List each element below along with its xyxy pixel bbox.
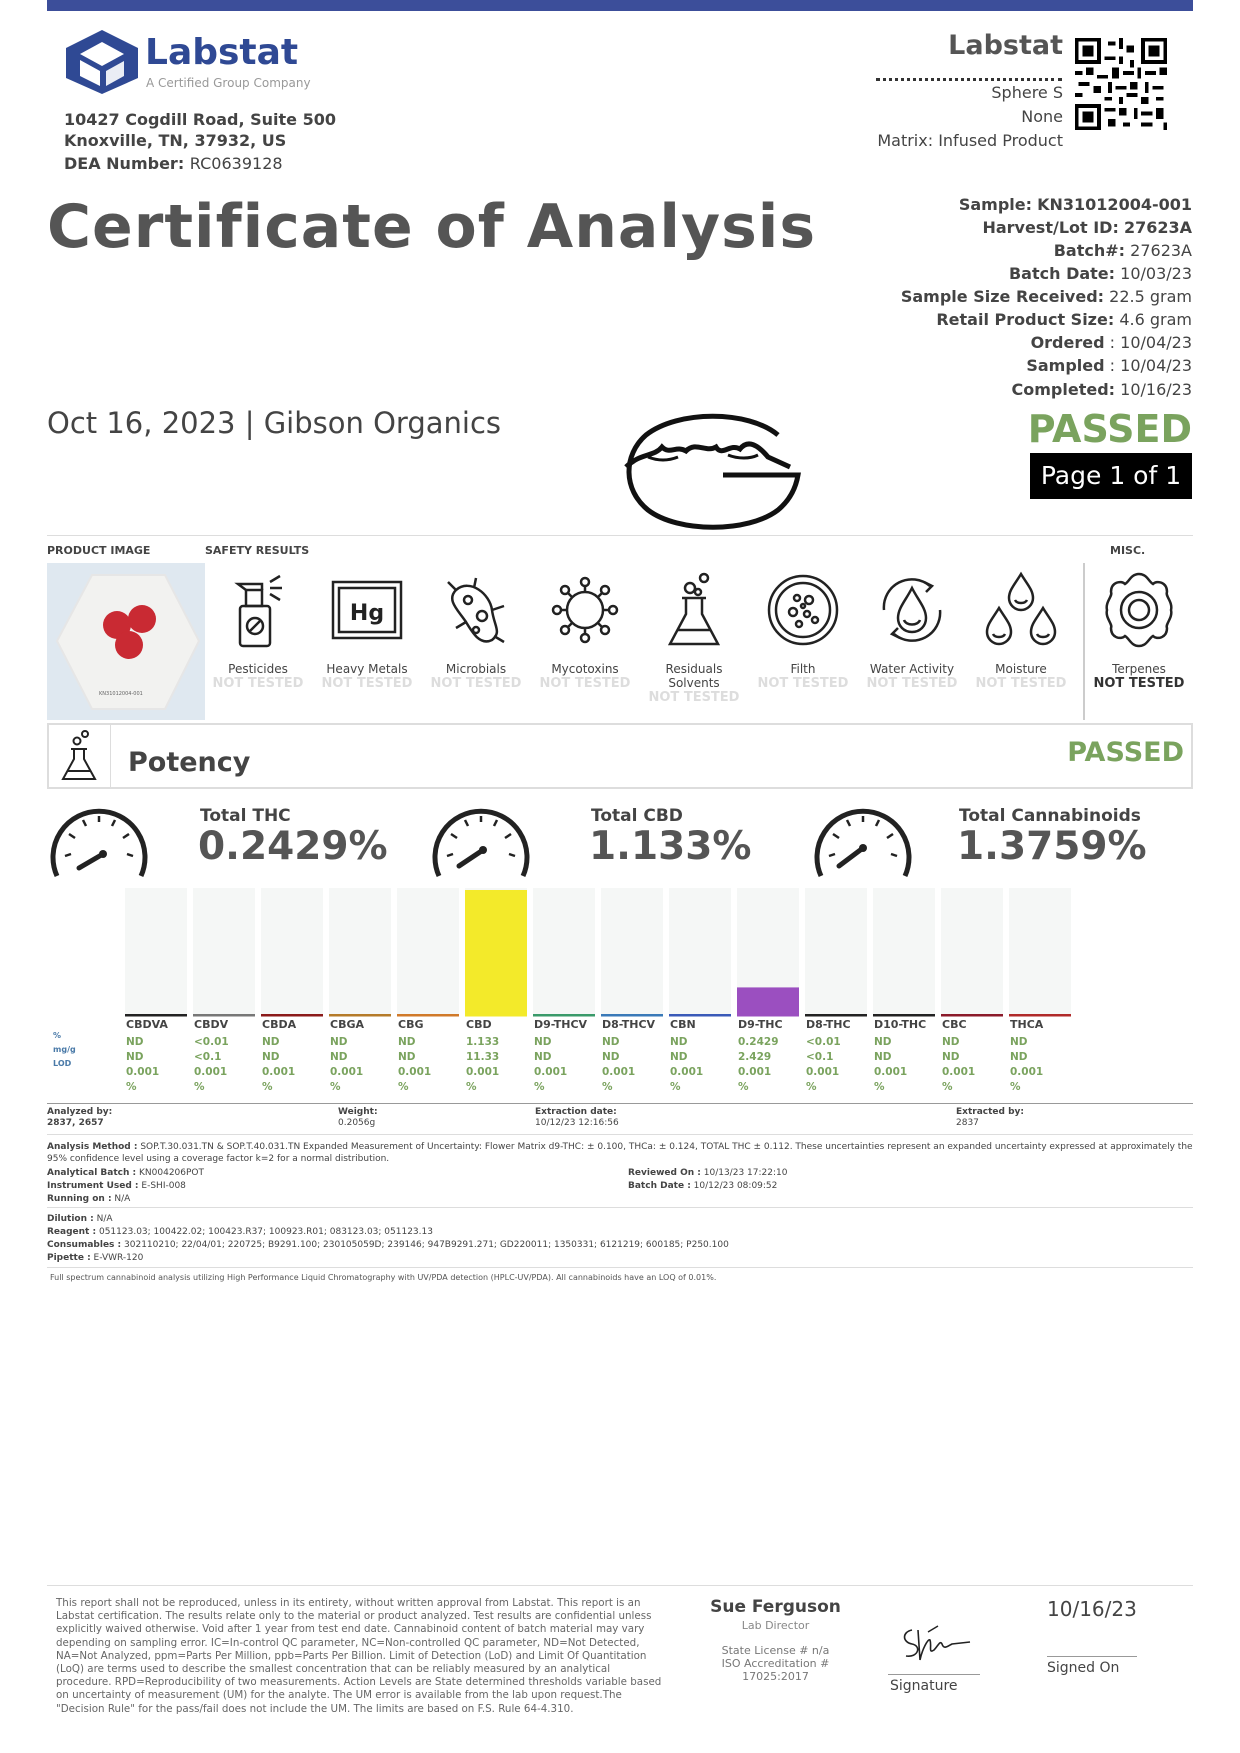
cell-mgg: <0.1 xyxy=(806,1051,834,1063)
weight-label: Weight: xyxy=(338,1107,378,1117)
qr-code-icon[interactable] xyxy=(1075,38,1167,130)
running-value: N/A xyxy=(114,1194,131,1204)
meta-label: Batch#: xyxy=(1053,241,1126,260)
cell-percent: ND xyxy=(262,1036,280,1048)
report-date-client: Oct 16, 2023 | Gibson Organics xyxy=(47,406,502,440)
bar-background xyxy=(125,888,187,1014)
gauge-icon xyxy=(811,804,915,880)
misc-name: Terpenes xyxy=(1112,662,1166,676)
safety-status: NOT TESTED xyxy=(866,676,958,691)
signed-on-label: Signed On xyxy=(1047,1660,1120,1676)
signed-line xyxy=(1047,1656,1137,1657)
bar-background xyxy=(669,888,731,1014)
cell-percent: ND xyxy=(602,1036,620,1048)
consumables-label: Consumables : xyxy=(47,1240,122,1250)
batch-date-label: Batch Date : xyxy=(628,1181,691,1191)
batch-value: KN004206POT xyxy=(139,1168,204,1178)
product-image-label: PRODUCT IMAGE xyxy=(47,544,151,557)
misc-status: NOT TESTED xyxy=(1093,676,1185,691)
analyzed-by-label: Analyzed by: xyxy=(47,1107,113,1117)
cell-unit: % xyxy=(1010,1081,1021,1093)
meta-label: Ordered xyxy=(1030,333,1105,352)
lab-address-line1: 10427 Cogdill Road, Suite 500 xyxy=(64,110,336,129)
cell-unit: % xyxy=(398,1081,409,1093)
safety-status: NOT TESTED xyxy=(648,690,740,705)
cell-mgg: ND xyxy=(534,1051,552,1063)
total-thc-value: 0.2429% xyxy=(198,824,388,869)
pipette-label: Pipette : xyxy=(47,1253,91,1263)
cell-mgg: ND xyxy=(602,1051,620,1063)
cell-lod: 0.001 xyxy=(330,1066,364,1078)
cell-unit: % xyxy=(330,1081,341,1093)
lab-address-line2: Knoxville, TN, 37932, US xyxy=(64,131,287,150)
safety-status: NOT TESTED xyxy=(212,676,304,691)
cell-percent: ND xyxy=(534,1036,552,1048)
extraction-label: Extraction date: xyxy=(535,1107,617,1117)
cell-mgg: ND xyxy=(330,1051,348,1063)
meta-row xyxy=(982,218,1192,237)
flower-icon xyxy=(1099,570,1179,650)
signature-line xyxy=(888,1674,980,1675)
cell-percent: ND xyxy=(874,1036,892,1048)
gauge-icon xyxy=(47,804,151,880)
bar-underline xyxy=(737,1014,799,1017)
reviewed-label: Reviewed On : xyxy=(628,1168,701,1178)
potency-status-badge: PASSED xyxy=(1067,737,1184,768)
category-label: D8-THCV xyxy=(602,1018,656,1031)
category-label: CBDVA xyxy=(126,1018,168,1031)
reagent-info xyxy=(47,1213,1193,1265)
lab-tagline: A Certified Group Company xyxy=(146,76,311,90)
matrix: Matrix: Infused Product xyxy=(877,131,1063,150)
safety-name: Microbials xyxy=(445,662,507,676)
cell-lod: 0.001 xyxy=(874,1066,908,1078)
cell-lod: 0.001 xyxy=(1010,1066,1044,1078)
category-label: CBDV xyxy=(194,1018,229,1031)
weight-value: 0.2056g xyxy=(338,1118,376,1128)
safety-name: Residuals Solvents xyxy=(665,662,723,690)
footer-divider xyxy=(47,1585,1193,1586)
cell-unit: % xyxy=(874,1081,885,1093)
safety-name: Mycotoxins xyxy=(551,662,619,676)
product-label-text: KN31012004-001 xyxy=(99,691,143,697)
cell-mgg: 2.429 xyxy=(738,1051,772,1063)
bacteria-icon xyxy=(436,570,516,650)
cell-unit: % xyxy=(126,1081,137,1093)
cell-mgg: <0.1 xyxy=(194,1051,222,1063)
cell-unit: % xyxy=(806,1081,817,1093)
bar-underline xyxy=(125,1014,187,1017)
analyzed-by-value: 2837, 2657 xyxy=(47,1118,104,1128)
safety-residual-solvents xyxy=(640,570,748,705)
cell-lod: 0.001 xyxy=(194,1066,228,1078)
meta-row xyxy=(1054,241,1192,260)
analysis-note: Full spectrum cannabinoid analysis utilizing High Performance Liquid Chromatography with UV/PDA detection (HPLC-UV/PDA). All cannabinoids have an LOQ of 0.01%. xyxy=(50,1273,717,1282)
section-divider xyxy=(47,535,1193,536)
meta-label: Sample Size Received: xyxy=(900,287,1105,306)
meta-value: 27623A xyxy=(1123,218,1192,237)
meta-row xyxy=(1026,356,1192,375)
cell-unit: % xyxy=(262,1081,273,1093)
signer-name: Sue Ferguson xyxy=(710,1597,841,1617)
misc-terpenes xyxy=(1085,570,1193,691)
meta-row xyxy=(936,310,1192,329)
lab-name: Labstat xyxy=(145,32,299,73)
bar-underline xyxy=(1009,1014,1071,1017)
bar-underline xyxy=(261,1014,323,1017)
cell-lod: 0.001 xyxy=(262,1066,296,1078)
running-label: Running on : xyxy=(47,1194,112,1204)
product-name: Sphere S xyxy=(991,83,1063,102)
category-label: CBC xyxy=(942,1018,967,1031)
safety-status: NOT TESTED xyxy=(321,676,413,691)
cell-lod: 0.001 xyxy=(942,1066,976,1078)
bar-background xyxy=(601,888,663,1014)
meta-label: Batch Date: xyxy=(1008,264,1116,283)
total-cannabinoids-value: 1.3759% xyxy=(957,824,1147,869)
cell-mgg: ND xyxy=(670,1051,688,1063)
bar-underline xyxy=(601,1014,663,1017)
signature-image xyxy=(888,1610,980,1672)
safety-mycotoxins xyxy=(531,570,639,691)
signer-role: Lab Director xyxy=(741,1619,810,1632)
bar-underline xyxy=(193,1014,255,1017)
bar-underline xyxy=(805,1014,867,1017)
cell-unit: % xyxy=(942,1081,953,1093)
instrument-label: Instrument Used : xyxy=(47,1181,139,1191)
bar-background xyxy=(873,888,935,1014)
gauge-icon xyxy=(429,804,533,880)
cell-unit: % xyxy=(466,1081,477,1093)
bar-d9-thc xyxy=(737,987,799,1014)
reagent-label: Reagent : xyxy=(47,1227,97,1237)
reviewed-value: 10/13/23 17:22:10 xyxy=(703,1168,788,1178)
cell-percent: 1.133 xyxy=(466,1036,500,1048)
potency-title: Potency xyxy=(128,747,251,778)
consumables-value: 302110210; 22/04/01; 220725; B9291.100; 230105059D; 239146; 947B9291.271; GD220011; 1350331; 6121219; 600185; P250.100 xyxy=(124,1240,729,1250)
cell-lod: 0.001 xyxy=(126,1066,160,1078)
petri-dish-icon xyxy=(763,570,843,650)
analysis-method xyxy=(47,1141,1193,1165)
instrument-value: E-SHI-008 xyxy=(141,1181,186,1191)
potency-icon-box xyxy=(49,725,111,787)
droplets-icon xyxy=(981,570,1061,650)
cell-lod: 0.001 xyxy=(602,1066,636,1078)
details-divider xyxy=(47,1267,1193,1268)
table-divider xyxy=(47,1103,1193,1104)
meta-label: Sample: xyxy=(958,195,1033,214)
details-divider xyxy=(47,1134,1193,1135)
iso-accreditation: ISO Accreditation # 17025:2017 xyxy=(721,1657,830,1683)
strain-name: None xyxy=(1021,107,1063,126)
safety-moisture xyxy=(967,570,1075,691)
overall-status-badge: PASSED xyxy=(1027,407,1192,451)
row-label: mg/g xyxy=(53,1045,76,1054)
bar-background xyxy=(941,888,1003,1014)
extraction-value: 10/12/23 12:16:56 xyxy=(535,1118,619,1128)
meta-value: 4.6 gram xyxy=(1119,310,1192,329)
meta-row xyxy=(1009,264,1192,283)
state-license: State License # n/a xyxy=(721,1644,830,1657)
row-label: LOD xyxy=(53,1059,72,1068)
cell-unit: % xyxy=(194,1081,205,1093)
safety-microbials xyxy=(422,570,530,691)
meta-value: 10/03/23 xyxy=(1120,264,1192,283)
virus-icon xyxy=(545,570,625,650)
cell-mgg: ND xyxy=(942,1051,960,1063)
method-value: SOP.T.30.031.TN & SOP.T.40.031.TN Expanded Measurement of Uncertainty: Flower Matrix d9-THC: ± 0.100, THCa: ± 0.124, TOTAL THC ± 0.112. These uncertainties represent an expanded uncertainty expressed at approximately the 95% confidence level using a coverage factor k=2 for a normal distribution. xyxy=(47,1142,1193,1164)
cell-mgg: ND xyxy=(874,1051,892,1063)
svg-text:Hg: Hg xyxy=(349,601,385,626)
cell-unit: % xyxy=(738,1081,749,1093)
category-label: D9-THCV xyxy=(534,1018,588,1031)
bar-underline xyxy=(669,1014,731,1017)
cell-percent: ND xyxy=(670,1036,688,1048)
safety-status: NOT TESTED xyxy=(757,676,849,691)
cell-percent: ND xyxy=(398,1036,416,1048)
signer-block xyxy=(688,1597,863,1683)
page-indicator: Page 1 of 1 xyxy=(1030,453,1192,499)
category-label: D8-THC xyxy=(806,1018,851,1031)
analyzed-by xyxy=(47,1107,112,1129)
dilution-label: Dilution : xyxy=(47,1214,94,1224)
dea-label: DEA Number: xyxy=(64,154,185,173)
meta-value: : 10/04/23 xyxy=(1109,333,1192,352)
labstat-logo-icon xyxy=(62,28,142,96)
bar-underline xyxy=(329,1014,391,1017)
details-divider xyxy=(47,1207,1193,1208)
disclaimer: This report shall not be reproduced, unless in its entirety, without written approval from Labstat. This report is an Labstat certification. The results relate only to the material or product analyzed. Test results are confidential unless explicitly waived otherwise. Void after 1 year from test end date. Cannabinoid content of batch material may vary depending on sampling error. IC=In-control QC parameter, NC=Non-controlled QC parameter, ND=Not Detected, NA=Not Analyzed, ppm=Parts Per Million, ppb=Parts Per Billion. Limit of Detection (LoD) and Limit Of Quantitation (LoQ) are terms used to describe the smallest concentration that can be reliably measured by an analytical procedure. RPD=Reproducibility of two measurements. Action Levels are State determined thresholds variable based on uncertainty of measurement (UM) for the analyte. The UM error is available from the lab upon request.The "Decision Rule" for the pass/fail does not include the UM. The limits are based on F.S. Rule 64-4.310. xyxy=(56,1597,662,1715)
safety-name: Pesticides xyxy=(228,662,288,676)
bar-background xyxy=(1009,888,1071,1014)
safety-name: Heavy Metals xyxy=(326,662,408,676)
safety-filth xyxy=(749,570,857,691)
extracted-by-value: 2837 xyxy=(956,1118,979,1128)
meta-value: KN31012004-001 xyxy=(1037,195,1192,214)
row-label: % xyxy=(53,1031,62,1040)
category-label: THCA xyxy=(1010,1018,1044,1031)
safety-status: NOT TESTED xyxy=(975,676,1067,691)
cell-lod: 0.001 xyxy=(398,1066,432,1078)
dea-value: RC0639128 xyxy=(189,154,283,173)
meta-label: Completed: xyxy=(1011,380,1116,399)
mercury-icon xyxy=(327,570,407,650)
page-title: Certificate of Analysis xyxy=(47,192,817,262)
batch-date-value: 10/12/23 08:09:52 xyxy=(693,1181,778,1191)
safety-status: NOT TESTED xyxy=(430,676,522,691)
signed-date: 10/16/23 xyxy=(1047,1597,1137,1621)
bar-background xyxy=(533,888,595,1014)
cell-mgg: ND xyxy=(126,1051,144,1063)
category-label: CBD xyxy=(466,1018,492,1031)
meta-value: 22.5 gram xyxy=(1109,287,1192,306)
bar-background xyxy=(329,888,391,1014)
meta-value: 10/16/23 xyxy=(1120,380,1192,399)
bar-background xyxy=(261,888,323,1014)
category-label: D9-THC xyxy=(738,1018,783,1031)
bar-underline xyxy=(941,1014,1003,1017)
cell-lod: 0.001 xyxy=(670,1066,704,1078)
total-cbd-value: 1.133% xyxy=(589,824,752,869)
batch-label: Analytical Batch : xyxy=(47,1168,137,1178)
bar-underline xyxy=(873,1014,935,1017)
weight xyxy=(338,1107,378,1129)
flask-icon xyxy=(654,570,734,650)
meta-label: Retail Product Size: xyxy=(936,310,1115,329)
method-label: Analysis Method : xyxy=(47,1142,138,1152)
batch-info xyxy=(47,1167,204,1206)
cell-unit: % xyxy=(670,1081,681,1093)
bar-cbd xyxy=(465,890,527,1014)
misc-label: MISC. xyxy=(1110,544,1146,557)
cell-percent: ND xyxy=(942,1036,960,1048)
cell-percent: <0.01 xyxy=(194,1036,229,1048)
cell-lod: 0.001 xyxy=(738,1066,772,1078)
review-info xyxy=(628,1167,787,1193)
total-cbd-label: Total CBD xyxy=(591,806,683,826)
extracted-by-label: Extracted by: xyxy=(956,1107,1024,1117)
dilution-value: N/A xyxy=(96,1214,113,1224)
bar-background xyxy=(805,888,867,1014)
cell-percent: <0.01 xyxy=(806,1036,841,1048)
cell-lod: 0.001 xyxy=(806,1066,840,1078)
cell-lod: 0.001 xyxy=(534,1066,568,1078)
category-label: CBG xyxy=(398,1018,424,1031)
water-drop-cycle-icon xyxy=(872,570,952,650)
safety-name: Moisture xyxy=(995,662,1047,676)
cell-mgg: 11.33 xyxy=(466,1051,500,1063)
cell-unit: % xyxy=(602,1081,613,1093)
safety-heavy-metals xyxy=(313,570,421,691)
extraction-date xyxy=(535,1107,619,1129)
bar-underline xyxy=(397,1014,459,1017)
client-header-name: Labstat xyxy=(948,30,1063,61)
flask-icon xyxy=(49,725,109,785)
total-cannabinoids-label: Total Cannabinoids xyxy=(959,806,1141,826)
safety-water-activity xyxy=(858,570,966,691)
pipette-value: E-VWR-120 xyxy=(93,1253,144,1263)
dotted-divider xyxy=(876,78,1062,81)
category-label: CBN xyxy=(670,1018,696,1031)
cell-unit: % xyxy=(534,1081,545,1093)
meta-row xyxy=(959,195,1192,214)
top-accent-bar xyxy=(47,0,1193,11)
cell-mgg: ND xyxy=(398,1051,416,1063)
meta-value: : 10/04/23 xyxy=(1109,356,1192,375)
meta-row xyxy=(1031,333,1192,352)
signature-label: Signature xyxy=(890,1678,958,1694)
reagent-value: 051123.03; 100422.02; 100423.R37; 100923.R01; 083123.03; 051123.13 xyxy=(98,1227,433,1237)
total-thc-label: Total THC xyxy=(200,806,291,826)
cell-percent: ND xyxy=(126,1036,144,1048)
meta-label: Sampled xyxy=(1026,356,1105,375)
bar-background xyxy=(397,888,459,1014)
category-label: D10-THC xyxy=(874,1018,927,1031)
safety-pesticides xyxy=(204,570,312,691)
cell-percent: ND xyxy=(330,1036,348,1048)
safety-status: NOT TESTED xyxy=(539,676,631,691)
cell-lod: 0.001 xyxy=(466,1066,500,1078)
meta-row xyxy=(1012,380,1193,399)
safety-name: Filth xyxy=(790,662,816,676)
cell-percent: ND xyxy=(1010,1036,1028,1048)
meta-value: 27623A xyxy=(1130,241,1192,260)
product-image xyxy=(47,563,205,720)
safety-results-label: SAFETY RESULTS xyxy=(205,544,310,557)
client-logo-icon xyxy=(618,405,808,535)
meta-label: Harvest/Lot ID: xyxy=(982,218,1119,237)
dea-number xyxy=(64,154,283,173)
spray-bottle-icon xyxy=(218,570,298,650)
bar-underline xyxy=(465,1014,527,1017)
cell-mgg: ND xyxy=(1010,1051,1028,1063)
safety-name: Water Activity xyxy=(869,662,955,676)
cell-mgg: ND xyxy=(262,1051,280,1063)
cell-percent: 0.2429 xyxy=(738,1036,779,1048)
cannabinoid-chart xyxy=(47,886,1193,1106)
category-label: CBDA xyxy=(262,1018,297,1031)
extracted-by xyxy=(956,1107,1024,1129)
bar-underline xyxy=(533,1014,595,1017)
bar-background xyxy=(193,888,255,1014)
category-label: CBGA xyxy=(330,1018,364,1031)
meta-row xyxy=(901,287,1192,306)
